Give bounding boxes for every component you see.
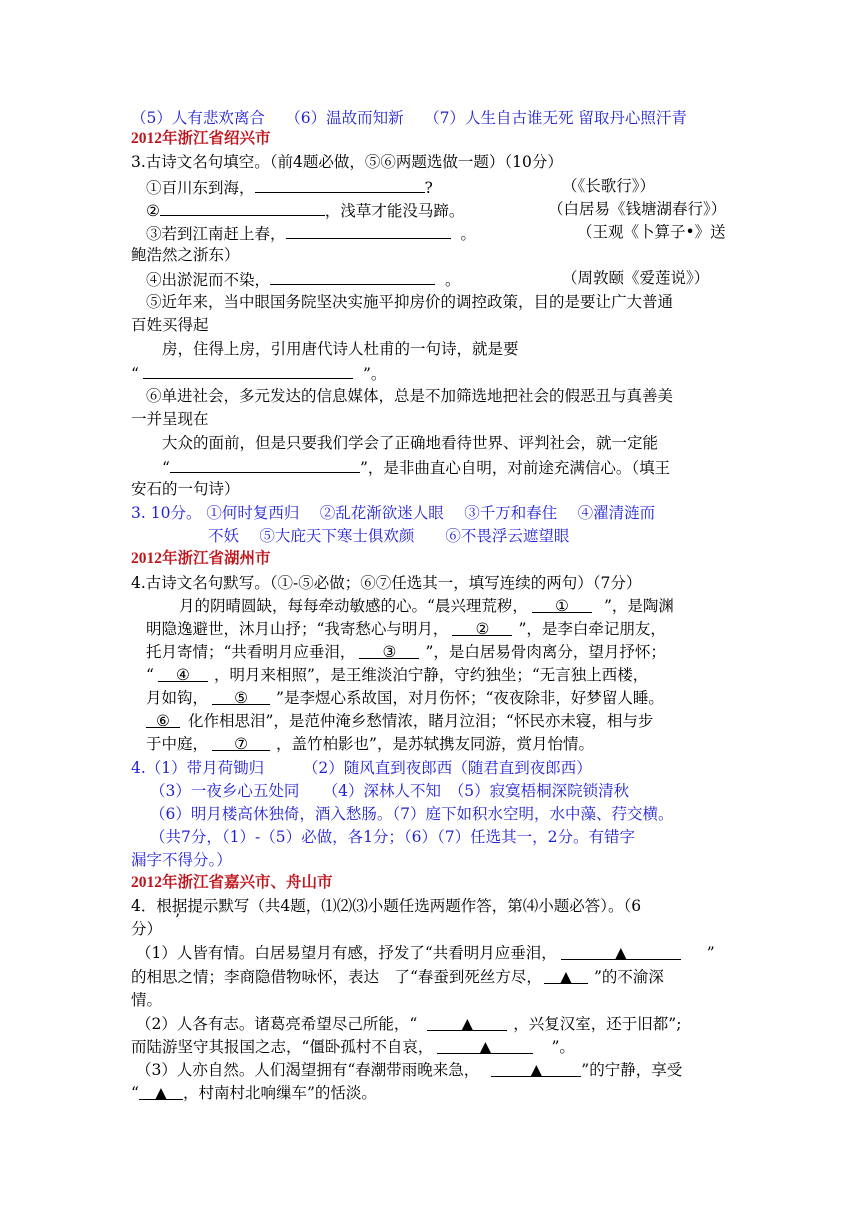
answer-blank[interactable]: ⑤ xyxy=(212,687,270,705)
answer-blank[interactable] xyxy=(170,455,360,473)
question-intro: 4．根据提示默写（共4题，⑴⑵⑶小题任选两题作答，第⑷小题必答）。（6 xyxy=(131,897,642,915)
question-item-6-cont: 安石的一句诗） xyxy=(131,480,240,498)
passage-line: 托月寄情；“共看明月应垂泪， ③ ”，是白居易骨肉离分，望月抒怀； xyxy=(146,643,666,661)
passage-line: 明隐逸避世，沐月山抒；“我寄愁心与明月， ② ”，是李白牵记朋友， xyxy=(146,620,666,638)
sub-question-1-cont: 的相思之情；李商隐借物咏怀，表达 了“春蚕到死丝方尽， ▲ ”的不渝深 xyxy=(131,968,664,986)
sub-question-1-cont: 情。 xyxy=(131,991,163,1009)
triangle-icon: ▲ xyxy=(461,1015,474,1033)
question-item-3: ③若到江南赶上春， 。 xyxy=(146,221,476,245)
answer-blank[interactable] xyxy=(255,175,425,193)
answer-line: （3）一夜乡心五处同 （4）深林人不知 （5）寂寞梧桐深院锁清秋 xyxy=(150,782,630,800)
sub-question-2-cont: 而陆游坚守其报国之志，“僵卧孤村不自哀， ▲ ”。 xyxy=(131,1038,575,1056)
section-heading-shaoxing: 2012年浙江省绍兴市 xyxy=(131,130,271,147)
answer-blank[interactable] xyxy=(270,267,435,285)
answer-line: （6）明月楼高休独倚，酒入愁肠。（7）庭下如积水空明，水中藻、荇交横。 xyxy=(150,805,674,823)
answer-line: 漏字不得分。） xyxy=(131,851,232,869)
answer-blank[interactable]: ⑦ xyxy=(212,733,270,751)
triangle-icon: ▲ xyxy=(559,968,572,986)
question-intro: 4.古诗文名句默写。（①-⑤必做；⑥⑦任选其一，填写连续的两句）（7分） xyxy=(131,574,642,592)
section-heading-jiaxing: 2012年浙江省嘉兴市、舟山市 xyxy=(131,874,333,891)
stray-mark: ’ xyxy=(175,911,180,929)
answer-blank[interactable]: ② xyxy=(452,618,512,636)
answer-line-prev: （5）人有悲欢离合 （6）温故而知新 （7）人生自古谁无死 留取丹心照汗青 xyxy=(131,109,687,127)
answer-blank[interactable] xyxy=(427,1013,507,1031)
answer-line: 4.（1）带月荷锄归 （2）随风直到夜郎西（随君直到夜郎西） xyxy=(131,759,592,777)
answer-blank[interactable] xyxy=(544,966,588,984)
answer-blank[interactable] xyxy=(160,198,325,216)
question-item-6-blank-line: “ ”，是非曲直心自明，对前途充满信心。（填王 xyxy=(162,455,670,479)
passage-line: ⑥ 化作相思泪”，是范仲淹乡愁情浓，睹月泣泪；“怀民亦未寝，相与步 xyxy=(146,710,653,732)
answer-blank[interactable]: ③ xyxy=(359,641,419,659)
question-item-5-cont: 房，住得上房，引用唐代诗人杜甫的一句诗，就是要 xyxy=(162,340,519,358)
answer-line: 不妖 ⑤大庇天下寒士俱欢颜 ⑥不畏浮云遮望眼 xyxy=(208,527,570,545)
source-note-cont: 鲍浩然之浙东） xyxy=(131,246,240,264)
sub-question-1: （1）人皆有情。白居易望月有感，抒发了“共看明月应垂泪， ▲ ” xyxy=(136,944,715,962)
question-item-6: ⑥单进社会，多元发达的信息媒体，总是不加筛选地把社会的假恶丑与真善美 xyxy=(146,387,674,405)
answer-blank[interactable] xyxy=(143,361,353,379)
question-item-5-blank-line: “ ”。 xyxy=(131,361,386,385)
passage-line: 于中庭， ⑦ ，盖竹柏影也”，是苏轼携友同游，赏月怡情。 xyxy=(146,735,594,753)
section-heading-huzhou: 2012年浙江省湖州市 xyxy=(131,550,271,567)
source-note: （周敦颐《爱莲说》） xyxy=(562,269,710,287)
source-note: （王观《卜算子•》送 xyxy=(577,223,726,241)
question-item-5-cont: 百姓买得起 xyxy=(131,316,209,334)
sub-question-3: （3）人亦自然。人们渴望拥有“春潮带雨晚来急， ▲ ”的宁静，享受 xyxy=(136,1061,683,1079)
answer-blank[interactable] xyxy=(491,1059,581,1077)
triangle-icon: ▲ xyxy=(530,1061,543,1079)
question-item-5: ⑤近年来，当中眼国务院坚决实施平抑房价的调控政策，目的是要让广大普通 xyxy=(146,293,674,311)
question-item-1: ①百川东到海， ? xyxy=(146,175,433,199)
passage-line: 月的阴晴圆缺，每每牵动敏感的心。“晨兴理荒秽， ① ”，是陶渊 xyxy=(179,597,674,615)
answer-blank[interactable] xyxy=(561,942,681,960)
answer-blank[interactable] xyxy=(286,221,451,239)
answer-blank[interactable]: ④ xyxy=(158,664,208,682)
source-note: （《长歌行》） xyxy=(562,177,656,195)
answer-line: 3. 10分。 ①何时复西归 ②乱花渐欲迷人眼 ③千万和春住 ④濯清涟而 xyxy=(131,504,656,522)
answer-blank[interactable]: ① xyxy=(532,595,592,613)
question-item-2: ② ，浅草才能没马蹄。 xyxy=(146,198,464,222)
answer-blank[interactable]: ⑥ xyxy=(146,710,180,728)
sub-question-2: （2）人各有志。诸葛亮希望尽己所能，“ ▲ ，兴复汉室，还于旧都”; xyxy=(136,1015,682,1033)
sub-question-3-cont: “ ▲ ，村南村北响缫车”的恬淡。 xyxy=(131,1084,377,1102)
question-intro-cont: 分） xyxy=(131,920,163,938)
triangle-icon: ▲ xyxy=(479,1038,492,1056)
question-item-6-cont: 一并呈现在 xyxy=(131,410,209,428)
passage-line: “ ④ ，明月来相照”，是王维淡泊宁静，守约独坐；“无言独上西楼， xyxy=(146,666,649,684)
answer-blank[interactable] xyxy=(437,1036,533,1054)
triangle-icon: ▲ xyxy=(154,1084,167,1102)
answer-line: （共7分，（1）-（5）必做，各1分；（6）（7）任选其一，2分。有错字 xyxy=(150,828,636,846)
question-item-4: ④出淤泥而不染， 。 xyxy=(146,267,461,291)
question-item-6-cont: 大众的面前，但是只要我们学会了正确地看待世界、评判社会，就一定能 xyxy=(162,434,659,452)
answer-blank[interactable] xyxy=(139,1082,183,1100)
triangle-icon: ▲ xyxy=(614,944,627,962)
question-intro: 3.古诗文名句填空。（前4题必做，⑤⑥两题选做一题）（10分） xyxy=(131,153,563,171)
passage-line: 月如钩， ⑤ ”是李煜心系故国，对月伤怀；“夜夜除非，好梦留人睡。 xyxy=(146,689,664,707)
source-note: （白居易《钱塘湖春行》） xyxy=(548,200,727,218)
